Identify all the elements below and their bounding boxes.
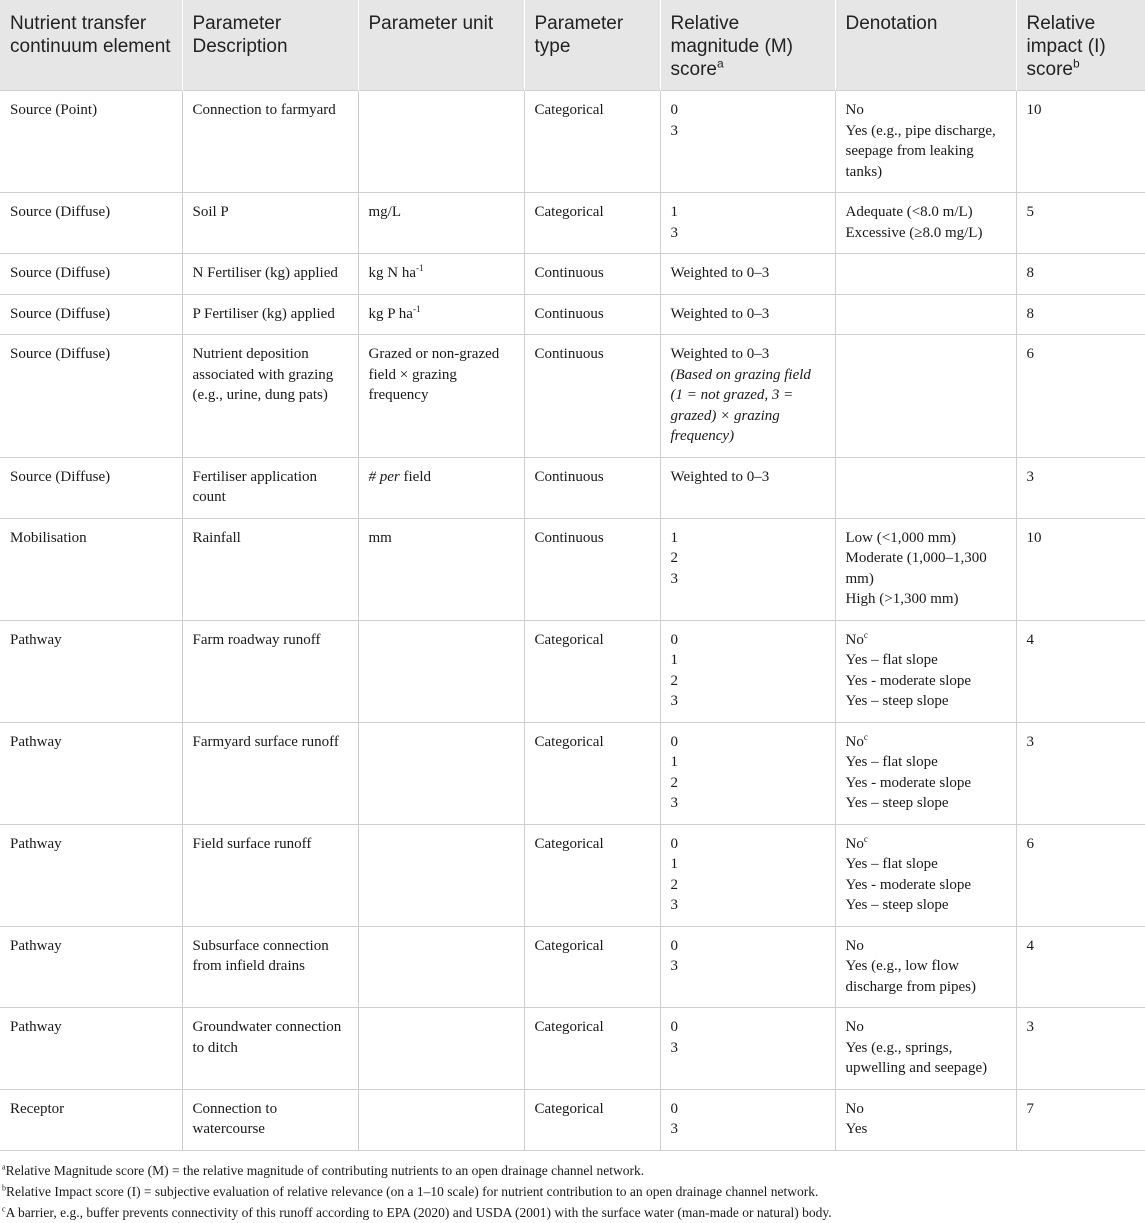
cell-description: Nutrient deposition associated with grazing (e.g., urine, dung pats) [182,335,358,458]
cell-denotation [835,1089,1016,1150]
magnitude-value: 1 [670,529,678,546]
cell-type: Continuous [524,294,660,335]
cell-element: Source (Diffuse) [0,254,182,295]
denotation-footnote-mark: c [863,833,868,844]
denotation-footnote-mark: c [863,629,868,640]
magnitude-note: (Based on grazing field (1 = not grazed, 3 = grazed) × grazing frequency) [670,366,811,444]
cell-type: Continuous [524,457,660,518]
cell-unit [358,254,524,295]
cell-description: N Fertiliser (kg) applied [182,254,358,295]
cell-magnitude [660,722,835,824]
magnitude-value: Weighted to 0–3 [670,346,770,362]
cell-unit [358,824,524,926]
magnitude-value: 0 [670,631,678,648]
denotation-value [846,528,1006,549]
cell-impact: 6 [1016,335,1145,458]
cell-description: P Fertiliser (kg) applied [182,294,358,335]
cell-type: Categorical [524,1089,660,1150]
cell-element: Pathway [0,722,182,824]
unit-superscript: -1 [416,263,424,273]
magnitude-value: 3 [670,897,678,913]
magnitude-value: 1 [670,204,678,220]
cell-type: Continuous [524,335,660,458]
denotation-value [846,1017,1006,1038]
cell-description: Fertiliser application count [182,457,358,518]
cell-unit [358,620,524,722]
unit-text: kg N ha [368,265,416,281]
magnitude-value: 3 [670,958,678,974]
table-row [0,193,1145,254]
cell-impact: 3 [1016,722,1145,824]
column-header-label: Relative magnitude (M) score [670,13,793,80]
denotation-text: Yes – flat slope [845,856,938,872]
denotation-value [846,121,1006,183]
cell-description: Connection to farmyard [182,91,358,193]
cell-magnitude [660,518,835,620]
denotation-text: Yes (e.g., springs, upwelling and seepage) [845,1039,988,1076]
denotation-text: Yes (e.g., low flow discharge from pipes) [845,958,977,995]
denotation-value [846,936,1006,957]
denotation-text: Yes – flat slope [845,652,938,668]
denotation-text: No [845,937,864,954]
denotation-text: Yes - moderate slope [845,672,972,689]
cell-denotation [835,518,1016,620]
denotation-value [846,956,1006,997]
cell-impact: 10 [1016,518,1145,620]
table-row [0,457,1145,518]
denotation-text: Yes (e.g., pipe discharge, seepage from leaking tanks) [845,122,996,180]
cell-impact: 5 [1016,193,1145,254]
magnitude-value: 3 [670,693,678,709]
header-row [0,0,1145,91]
magnitude-value: 2 [670,672,678,689]
footnote-text: Relative Impact score (I) = subjective evaluation of relative relevance (on a 1–10 scale) for nutrient contribution to an open drainage channel network. [6,1183,819,1199]
cell-denotation [835,294,1016,335]
footnote-mark: b [2,1183,6,1192]
cell-element: Source (Diffuse) [0,294,182,335]
cell-unit [358,1008,524,1090]
cell-magnitude [660,824,835,926]
cell-magnitude [660,1089,835,1150]
cell-unit [358,518,524,620]
column-header-label: Nutrient transfer continuum element [10,13,171,57]
denotation-text: No [845,835,864,852]
denotation-value [846,875,1006,896]
cell-element: Pathway [0,620,182,722]
cell-description: Field surface runoff [182,824,358,926]
column-header [358,0,524,91]
table-row [0,518,1145,620]
cell-element: Pathway [0,824,182,926]
denotation-value [846,671,1006,692]
cell-denotation [835,722,1016,824]
cell-denotation [835,457,1016,518]
cell-description: Soil P [182,193,358,254]
column-header-footnote-mark: b [1072,56,1080,71]
cell-unit [358,457,524,518]
denotation-value [846,223,1006,244]
cell-unit [358,193,524,254]
denotation-value [846,732,1006,753]
table-row [0,824,1145,926]
denotation-text: Yes [845,1121,868,1137]
cell-description: Farm roadway runoff [182,620,358,722]
denotation-value [846,1099,1006,1120]
cell-impact: 8 [1016,254,1145,295]
footnote-text: Relative Magnitude score (M) = the relative magnitude of contributing nutrients to an open drainage channel network. [5,1162,645,1178]
cell-type: Categorical [524,620,660,722]
magnitude-value: 3 [670,1121,678,1137]
cell-type: Categorical [524,824,660,926]
denotation-text: No [845,102,864,118]
magnitude-value: 2 [670,774,678,791]
cell-element: Source (Diffuse) [0,335,182,458]
cell-magnitude [660,193,835,254]
cell-element: Pathway [0,926,182,1008]
cell-element: Source (Diffuse) [0,457,182,518]
cell-unit [358,722,524,824]
magnitude-value: 0 [670,937,678,954]
unit-text: field [399,468,431,485]
footnote [2,1160,1145,1181]
cell-type: Categorical [524,193,660,254]
cell-impact: 4 [1016,926,1145,1008]
magnitude-value: 0 [670,102,678,118]
table-row [0,722,1145,824]
cell-magnitude [660,335,835,458]
cell-denotation [835,335,1016,458]
cell-denotation [835,620,1016,722]
denotation-text: Yes – steep slope [845,897,949,913]
denotation-value [846,793,1006,814]
footnote-text: A barrier, e.g., buffer prevents connectivity of this runoff according to EPA (2020) and USDA (2001) with the surface water (man-made or natural) body. [5,1204,832,1220]
column-header [835,0,1016,91]
table-row [0,254,1145,295]
table-row [0,620,1145,722]
magnitude-value: Weighted to 0–3 [670,265,770,281]
column-header-label: Parameter unit [368,13,494,34]
magnitude-value: 2 [670,876,678,893]
column-header-label: Parameter Description [192,13,288,57]
magnitude-value: 0 [670,1100,678,1117]
cell-denotation [835,1008,1016,1090]
denotation-value [846,548,1006,589]
denotation-text: No [845,733,864,750]
cell-denotation [835,91,1016,193]
cell-description: Connection to watercourse [182,1089,358,1150]
cell-description: Rainfall [182,518,358,620]
denotation-value [846,589,1006,610]
cell-denotation [835,926,1016,1008]
denotation-value [846,691,1006,712]
magnitude-value: 1 [670,754,678,770]
magnitude-value: 3 [670,795,678,811]
denotation-value [846,752,1006,773]
table-header [0,0,1145,91]
footnote-mark: c [2,1204,6,1213]
denotation-text: Moderate (1,000–1,300 mm) [845,550,987,587]
table-row [0,91,1145,193]
magnitude-value: 1 [670,652,678,668]
cell-unit [358,1089,524,1150]
cell-denotation [835,193,1016,254]
footnote [2,1181,1145,1202]
denotation-text: Low (<1,000 mm) [845,529,957,546]
cell-impact: 3 [1016,1008,1145,1090]
cell-magnitude [660,254,835,295]
cell-type: Categorical [524,722,660,824]
cell-impact: 3 [1016,457,1145,518]
cell-magnitude [660,91,835,193]
denotation-text: Yes - moderate slope [845,774,972,791]
cell-denotation [835,824,1016,926]
denotation-value [846,202,1006,223]
table-row [0,926,1145,1008]
denotation-text: High (>1,300 mm) [845,591,959,607]
unit-superscript: -1 [412,303,421,314]
column-header [0,0,182,91]
magnitude-value: 1 [670,856,678,872]
unit-text: kg P ha [368,305,413,322]
column-header [1016,0,1145,91]
table-body [0,91,1145,1151]
magnitude-value: 3 [670,224,678,241]
cell-description: Subsurface connection from infield drains [182,926,358,1008]
cell-type: Categorical [524,926,660,1008]
unit-italic: # per [368,468,400,485]
denotation-value [846,895,1006,916]
denotation-text: Adequate (<8.0 m/L) [845,204,973,220]
cell-unit [358,335,524,458]
unit-text: mm [368,529,392,546]
denotation-value [846,834,1006,855]
cell-element: Pathway [0,1008,182,1090]
magnitude-value: 0 [670,733,678,750]
cell-description: Groundwater connection to ditch [182,1008,358,1090]
footnotes [0,1151,1145,1223]
denotation-value [846,100,1006,121]
cell-magnitude [660,926,835,1008]
magnitude-value: Weighted to 0–3 [670,468,770,485]
cell-impact: 8 [1016,294,1145,335]
column-header-label: Parameter type [534,13,624,57]
cell-unit [358,91,524,193]
column-header [524,0,660,91]
column-header [660,0,835,91]
cell-description: Farmyard surface runoff [182,722,358,824]
table-row [0,1008,1145,1090]
cell-type: Categorical [524,1008,660,1090]
table-row [0,335,1145,458]
column-header-label: Relative impact (I) score [1026,13,1106,80]
column-header-footnote-mark: a [716,56,724,71]
cell-element: Receptor [0,1089,182,1150]
cell-magnitude [660,620,835,722]
cell-magnitude [660,1008,835,1090]
denotation-footnote-mark: c [863,731,868,742]
cell-impact: 10 [1016,91,1145,193]
denotation-text: Yes – steep slope [845,693,949,709]
magnitude-value: 3 [670,122,678,139]
denotation-text: Yes – flat slope [845,754,938,770]
denotation-text: No [845,631,864,648]
cell-magnitude [660,294,835,335]
denotation-text: Yes – steep slope [845,795,949,811]
denotation-value [846,773,1006,794]
cell-impact: 6 [1016,824,1145,926]
denotation-value [846,650,1006,671]
cell-impact: 7 [1016,1089,1145,1150]
unit-text: mg/L [368,204,401,220]
magnitude-value: Weighted to 0–3 [670,305,770,322]
magnitude-value: 0 [670,1019,678,1035]
footnote [2,1202,1145,1223]
cell-element: Source (Point) [0,91,182,193]
denotation-value [846,1038,1006,1079]
column-header-label: Denotation [845,13,938,34]
cell-type: Continuous [524,254,660,295]
cell-element: Source (Diffuse) [0,193,182,254]
denotation-text: No [845,1100,864,1117]
footnote-mark: a [2,1162,6,1171]
table-row [0,1089,1145,1150]
cell-type: Continuous [524,518,660,620]
cell-type: Categorical [524,91,660,193]
denotation-value [846,1119,1006,1140]
magnitude-value: 2 [670,550,678,566]
cell-unit [358,926,524,1008]
cell-element: Mobilisation [0,518,182,620]
cell-impact: 4 [1016,620,1145,722]
denotation-text: No [845,1019,864,1035]
cell-magnitude [660,457,835,518]
denotation-value [846,854,1006,875]
column-header [182,0,358,91]
magnitude-value: 0 [670,835,678,852]
denotation-text: Excessive (≥8.0 mg/L) [845,224,983,241]
cell-unit [358,294,524,335]
magnitude-value: 3 [670,1039,678,1056]
magnitude-value: 3 [670,570,678,587]
cell-denotation [835,254,1016,295]
denotation-text: Yes - moderate slope [845,876,972,893]
unit-text: Grazed or non-grazed field × grazing frequency [368,346,500,403]
denotation-value [846,630,1006,651]
table-row [0,294,1145,335]
